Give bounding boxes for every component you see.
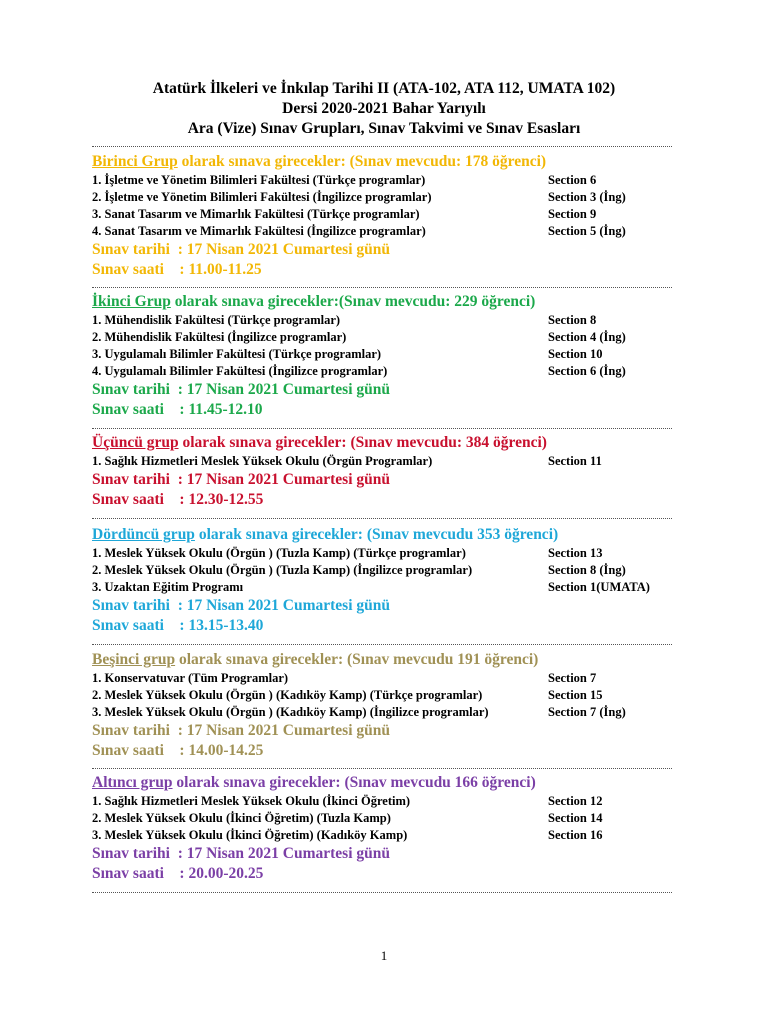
group-heading-rest: olarak sınava girecekler: (Sınav mevcudu 166 öğrenci) (172, 774, 536, 791)
exam-date: Sınav tarihi : 17 Nisan 2021 Cumartesi günü (92, 381, 390, 398)
exam-time: Sınav saati : 11.00-11.25 (92, 261, 262, 278)
list-item (92, 545, 682, 562)
faculty-name: 4. Sanat Tasarım ve Mimarlık Fakültesi (İngilizce programlar) (92, 224, 426, 238)
faculty-name: 1. Mühendislik Fakültesi (Türkçe programlar) (92, 313, 341, 327)
group-name: Beşinci grup (92, 651, 176, 668)
group-heading-rest: olarak sınava girecekler: (Sınav mevcudu: 178 öğrenci) (177, 153, 547, 170)
exam-time: Sınav saati : 13.15-13.40 (92, 617, 264, 634)
list-item (92, 363, 682, 380)
section-label: Section 8 (İng) (548, 563, 626, 577)
group-name: Altıncı grup (92, 774, 173, 791)
faculty-name: 1. Sağlık Hizmetleri Meslek Yüksek Okulu (Örgün Programlar) (92, 454, 433, 468)
section-label: Section 7 (İng) (548, 705, 626, 719)
list-item (92, 312, 682, 329)
group-heading (92, 650, 682, 670)
faculty-name: 4. Uygulamalı Bilimler Fakültesi (İngilizce programlar) (92, 364, 388, 378)
dotted-separator (92, 146, 672, 147)
dotted-separator (92, 644, 672, 645)
section-label: Section 13 (548, 546, 603, 560)
list-item (92, 453, 682, 470)
dotted-separator (92, 428, 672, 429)
list-item (92, 793, 682, 810)
list-item (92, 206, 682, 223)
document-title-line-3: Ara (Vize) Sınav Grupları, Sınav Takvimi ve Sınav Esasları (187, 120, 581, 137)
list-item (92, 189, 682, 206)
faculty-name: 1. İşletme ve Yönetim Bilimleri Fakültesi (Türkçe programlar) (92, 173, 426, 187)
exam-time: Sınav saati : 14.00-14.25 (92, 742, 264, 759)
dotted-separator (92, 892, 672, 893)
section-label: Section 9 (548, 207, 597, 221)
list-item (92, 329, 682, 346)
list-item (92, 704, 682, 721)
section-label: Section 7 (548, 671, 597, 685)
exam-date: Sınav tarihi : 17 Nisan 2021 Cumartesi günü (92, 241, 390, 258)
group-heading (92, 433, 682, 453)
group-name: Birinci Grup (92, 153, 178, 170)
list-item (92, 346, 682, 363)
exam-group-6 (92, 773, 682, 884)
group-name: İkinci Grup (92, 293, 171, 310)
faculty-name: 2. İşletme ve Yönetim Bilimleri Fakültesi (İngilizce programlar) (92, 190, 432, 204)
exam-date: Sınav tarihi : 17 Nisan 2021 Cumartesi günü (92, 597, 390, 614)
dotted-separator (92, 518, 672, 519)
list-item (92, 810, 682, 827)
exam-group-3 (92, 433, 682, 510)
faculty-name: 2. Meslek Yüksek Okulu (İkinci Öğretim) (Tuzla Kamp) (92, 811, 391, 825)
faculty-name: 1. Konservatuvar (Tüm Programlar) (92, 671, 289, 685)
group-heading (92, 152, 682, 172)
faculty-name: 2. Meslek Yüksek Okulu (Örgün ) (Tuzla Kamp) (İngilizce programlar) (92, 563, 473, 577)
faculty-name: 1. Sağlık Hizmetleri Meslek Yüksek Okulu (İkinci Öğretim) (92, 794, 411, 808)
faculty-name: 3. Meslek Yüksek Okulu (Örgün ) (Kadıköy Kamp) (İngilizce programlar) (92, 705, 489, 719)
group-heading (92, 525, 682, 545)
faculty-name: 1. Meslek Yüksek Okulu (Örgün ) (Tuzla Kamp) (Türkçe programlar) (92, 546, 466, 560)
exam-group-1 (92, 152, 682, 280)
section-label: Section 5 (İng) (548, 224, 626, 238)
section-label: Section 6 (548, 173, 597, 187)
list-item (92, 172, 682, 189)
exam-date: Sınav tarihi : 17 Nisan 2021 Cumartesi günü (92, 845, 390, 862)
page-number: 1 (380, 948, 388, 963)
dotted-separator (92, 287, 672, 288)
group-heading-rest: olarak sınava girecekler:(Sınav mevcudu: 229 öğrenci) (170, 293, 536, 310)
faculty-name: 2. Meslek Yüksek Okulu (Örgün ) (Kadıköy Kamp) (Türkçe programlar) (92, 688, 483, 702)
section-label: Section 1(UMATA) (548, 580, 650, 594)
faculty-name: 3. Uygulamalı Bilimler Fakültesi (Türkçe programlar) (92, 347, 382, 361)
section-label: Section 8 (548, 313, 597, 327)
exam-date: Sınav tarihi : 17 Nisan 2021 Cumartesi günü (92, 471, 390, 488)
faculty-name: 3. Uzaktan Eğitim Programı (92, 580, 244, 594)
section-label: Section 16 (548, 828, 603, 842)
faculty-name: 2. Mühendislik Fakültesi (İngilizce programlar) (92, 330, 347, 344)
list-item (92, 670, 682, 687)
exam-date: Sınav tarihi : 17 Nisan 2021 Cumartesi günü (92, 722, 390, 739)
dotted-separator (92, 768, 672, 769)
group-heading-rest: olarak sınava girecekler: (Sınav mevcudu: 384 öğrenci) (178, 434, 547, 451)
exam-group-2 (92, 292, 682, 420)
document-title-line-2: Dersi 2020-2021 Bahar Yarıyılı (282, 100, 486, 117)
group-heading-rest: olarak sınava girecekler: (Sınav mevcudu 353 öğrenci) (194, 526, 559, 543)
section-label: Section 12 (548, 794, 603, 808)
group-heading (92, 292, 682, 312)
list-item (92, 223, 682, 240)
document-title-line-1: Atatürk İlkeleri ve İnkılap Tarihi II (ATA-102, ATA 112, UMATA 102) (152, 80, 616, 97)
list-item (92, 827, 682, 844)
exam-group-4 (92, 525, 682, 636)
section-label: Section 11 (548, 454, 602, 468)
group-name: Üçüncü grup (92, 434, 179, 451)
list-item (92, 562, 682, 579)
section-label: Section 10 (548, 347, 603, 361)
exam-time: Sınav saati : 12.30-12.55 (92, 491, 264, 508)
section-label: Section 15 (548, 688, 603, 702)
faculty-name: 3. Sanat Tasarım ve Mimarlık Fakültesi (Türkçe programlar) (92, 207, 420, 221)
section-label: Section 14 (548, 811, 603, 825)
exam-time: Sınav saati : 20.00-20.25 (92, 865, 264, 882)
list-item (92, 687, 682, 704)
group-heading (92, 773, 682, 793)
faculty-name: 3. Meslek Yüksek Okulu (İkinci Öğretim) (Kadıköy Kamp) (92, 828, 408, 842)
group-name: Dördüncü grup (92, 526, 195, 543)
list-item (92, 579, 682, 596)
exam-group-5 (92, 650, 682, 761)
exam-time: Sınav saati : 11.45-12.10 (92, 401, 263, 418)
section-label: Section 3 (İng) (548, 190, 626, 204)
section-label: Section 4 (İng) (548, 330, 626, 344)
section-label: Section 6 (İng) (548, 364, 626, 378)
group-heading-rest: olarak sınava girecekler: (Sınav mevcudu 191 öğrenci) (175, 651, 539, 668)
